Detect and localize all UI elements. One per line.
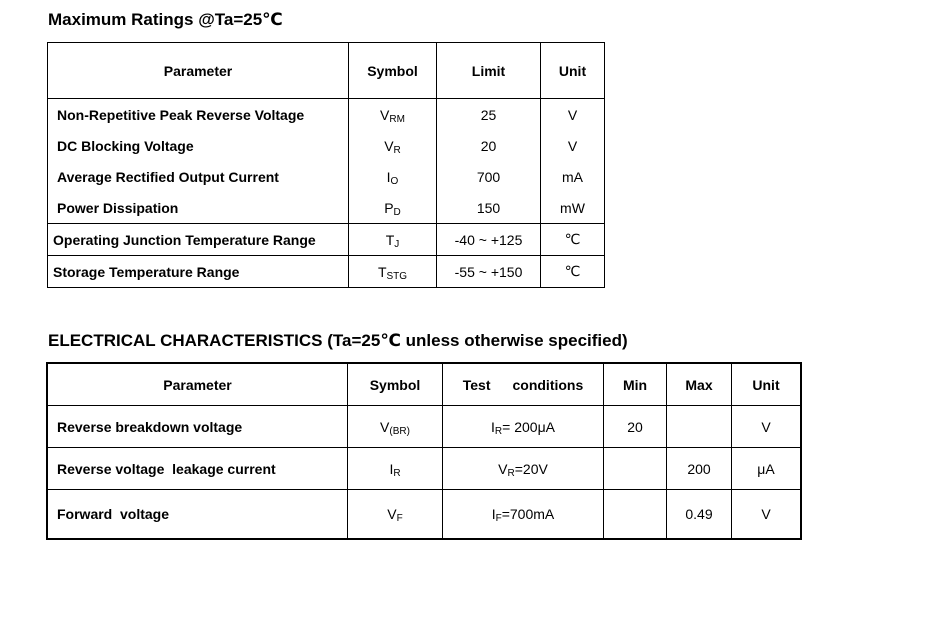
table-row <box>47 406 801 448</box>
parameter-cell: Non-Repetitive Peak Reverse Voltage <box>48 99 349 131</box>
min-cell <box>604 490 667 540</box>
table-row <box>47 490 801 540</box>
header-unit: Unit <box>732 363 802 406</box>
unit-cell: V <box>567 137 578 154</box>
header-parameter: Parameter <box>48 43 349 99</box>
table-row <box>48 224 605 256</box>
symbol-cell <box>348 490 443 540</box>
table-row <box>47 448 801 490</box>
parameter-cell: Average Rectified Output Current <box>48 161 349 192</box>
table-row <box>48 256 605 288</box>
condition-rest: =700mA <box>501 506 555 522</box>
table-row <box>48 161 605 192</box>
condition-main: I <box>491 418 495 435</box>
symbol-cell <box>348 448 443 490</box>
limit-cell: -55 ~ +150 <box>437 256 541 288</box>
unit-cell: mW <box>560 199 585 216</box>
max-ratings-table <box>47 42 605 288</box>
parameter-cell: Reverse breakdown voltage <box>47 406 348 448</box>
header-conditions: conditions <box>512 376 584 393</box>
condition-cell <box>443 490 604 540</box>
symbol-main: V <box>384 137 394 154</box>
header-test-conditions <box>443 363 604 406</box>
min-cell <box>604 448 667 490</box>
condition-rest: = 200μA <box>502 418 555 435</box>
symbol-sub: R <box>393 144 401 156</box>
limit-cell: 700 <box>437 161 541 192</box>
header-max: Max <box>667 363 732 406</box>
condition-cell <box>443 448 604 490</box>
unit-cell: V <box>732 406 802 448</box>
header-symbol: Symbol <box>348 363 443 406</box>
condition-sub: F <box>495 513 502 524</box>
symbol-cell <box>349 256 437 288</box>
symbol-cell <box>348 406 443 448</box>
symbol-sub: (BR) <box>389 425 410 437</box>
symbol-cell <box>349 99 437 131</box>
unit-cell: μA <box>732 448 802 490</box>
header-unit: Unit <box>541 43 605 99</box>
condition-rest: =20V <box>514 460 548 477</box>
max-cell <box>667 406 732 448</box>
symbol-main: I <box>389 460 394 477</box>
header-test: Test <box>462 376 491 393</box>
symbol-cell <box>349 192 437 224</box>
header-limit: Limit <box>437 43 541 99</box>
limit-cell: 20 <box>437 130 541 161</box>
table-header-row <box>48 43 605 99</box>
header-min: Min <box>604 363 667 406</box>
symbol-main: I <box>386 168 391 185</box>
unit-cell: ℃ <box>541 256 605 288</box>
symbol-sub: O <box>390 175 399 187</box>
condition-main: I <box>491 506 496 522</box>
header-symbol: Symbol <box>349 43 437 99</box>
electrical-table <box>46 362 802 540</box>
symbol-cell <box>349 161 437 192</box>
symbol-main: T <box>385 231 395 248</box>
header-parameter: Parameter <box>47 363 348 406</box>
table-row <box>48 99 605 131</box>
max-cell: 0.49 <box>667 490 732 540</box>
parameter-cell: Storage Temperature Range <box>48 256 349 288</box>
electrical-title: ELECTRICAL CHARACTERISTICS (Ta=25℃ unless otherwise specified) <box>48 331 628 350</box>
limit-cell: 25 <box>437 99 541 131</box>
parameter-cell: Operating Junction Temperature Range <box>48 224 349 256</box>
unit-cell: V <box>761 506 771 522</box>
symbol-sub: RM <box>389 113 405 125</box>
symbol-sub: F <box>396 513 403 524</box>
limit-cell: -40 ~ +125 <box>437 224 541 256</box>
symbol-main: V <box>380 418 390 435</box>
symbol-cell <box>349 130 437 161</box>
symbol-main: P <box>384 199 394 216</box>
max-ratings-title: Maximum Ratings @Ta=25℃ <box>48 10 283 29</box>
parameter-cell: DC Blocking Voltage <box>48 130 349 161</box>
condition-cell <box>443 406 604 448</box>
condition-main: V <box>498 460 508 477</box>
unit-cell: mA <box>562 168 583 185</box>
symbol-cell <box>349 224 437 256</box>
table-header-row <box>47 363 801 406</box>
symbol-sub: STG <box>386 270 408 282</box>
unit-cell: V <box>567 106 578 123</box>
parameter-cell: Forward voltage <box>47 490 348 540</box>
symbol-sub: J <box>394 238 400 250</box>
table-row <box>48 130 605 161</box>
unit-cell: ℃ <box>541 224 605 256</box>
limit-cell: 150 <box>437 192 541 224</box>
symbol-sub: D <box>393 206 401 218</box>
symbol-sub: R <box>393 467 401 479</box>
symbol-main: T <box>377 263 387 280</box>
symbol-main: V <box>380 106 390 123</box>
table-row <box>48 192 605 224</box>
min-cell: 20 <box>604 406 667 448</box>
symbol-main: V <box>387 506 397 522</box>
condition-sub: R <box>507 467 515 479</box>
condition-sub: R <box>494 425 503 437</box>
parameter-cell: Reverse voltage leakage current <box>47 448 348 490</box>
max-cell: 200 <box>667 448 732 490</box>
parameter-cell: Power Dissipation <box>48 192 349 224</box>
